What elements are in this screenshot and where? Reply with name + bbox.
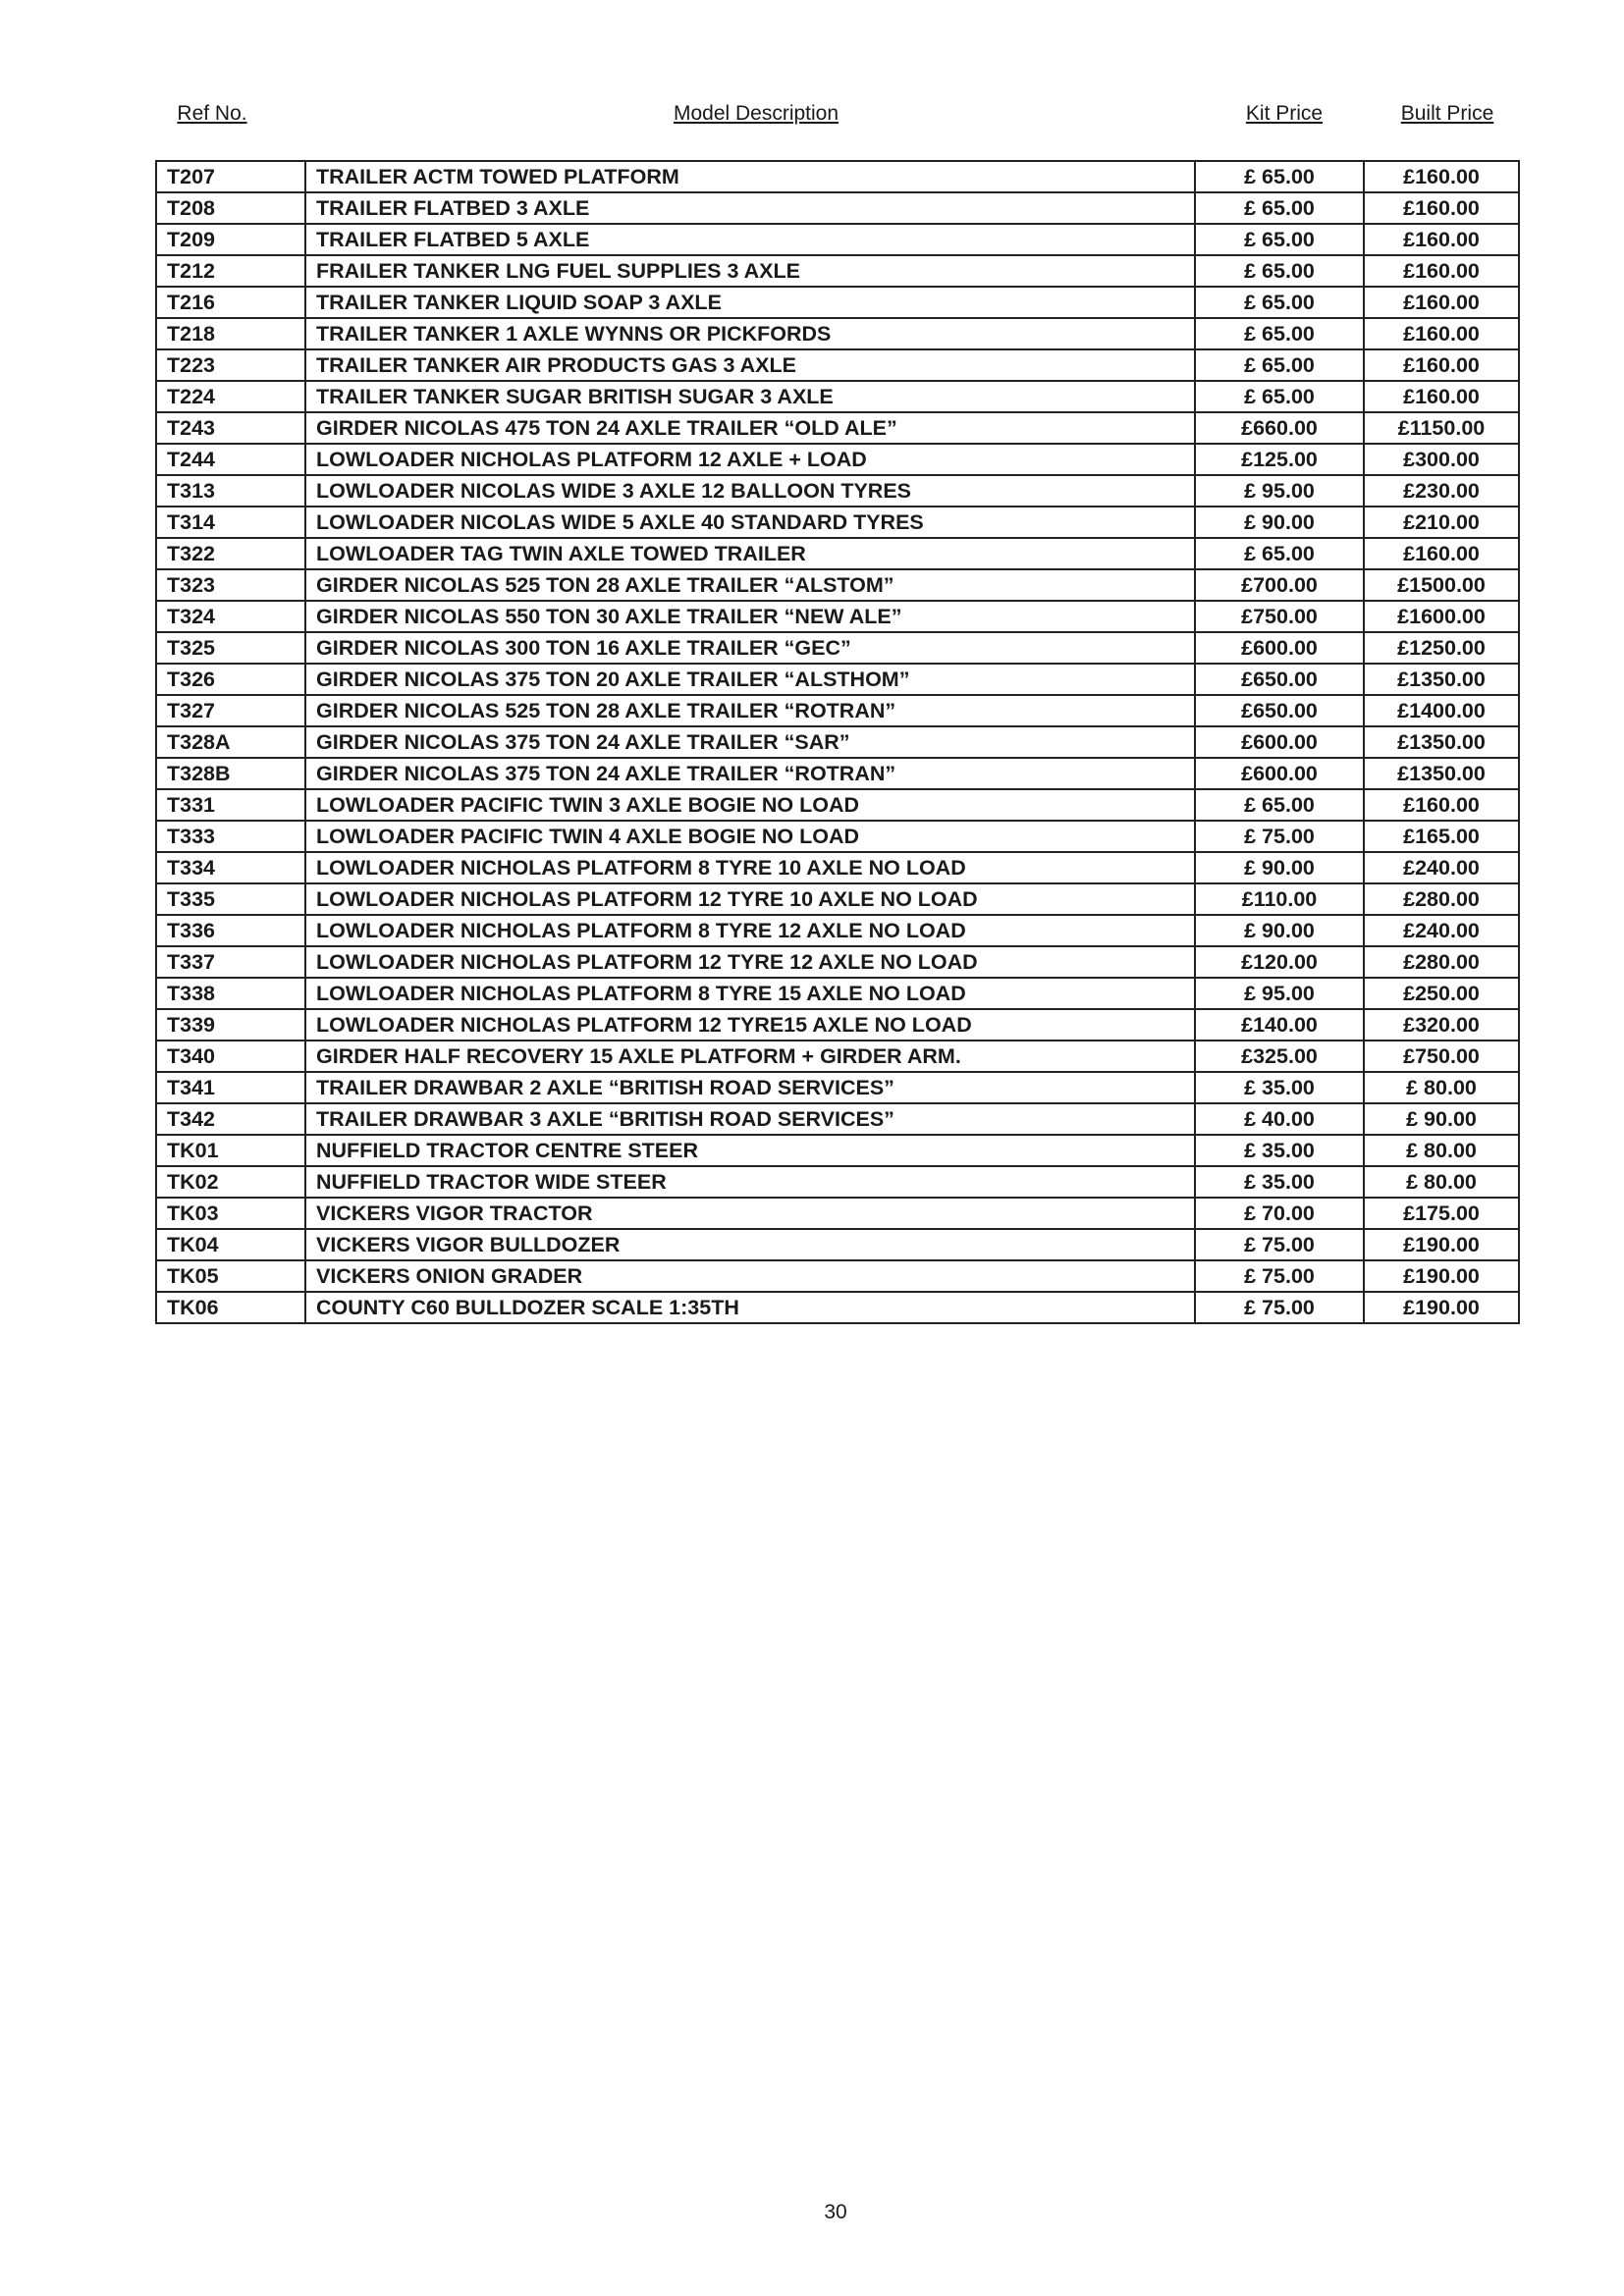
- description-cell: GIRDER NICOLAS 525 TON 28 AXLE TRAILER “ROTRAN”: [305, 695, 1195, 726]
- built-price-cell: £1350.00: [1364, 664, 1519, 695]
- ref-cell: T335: [156, 883, 305, 915]
- description-cell: LOWLOADER NICHOLAS PLATFORM 12 TYRE15 AXLE NO LOAD: [305, 1009, 1195, 1041]
- kit-price-cell: £110.00: [1195, 883, 1364, 915]
- description-cell: LOWLOADER NICOLAS WIDE 3 AXLE 12 BALLOON TYRES: [305, 475, 1195, 507]
- built-price-cell: £ 90.00: [1364, 1103, 1519, 1135]
- description-cell: GIRDER NICOLAS 475 TON 24 AXLE TRAILER “OLD ALE”: [305, 412, 1195, 444]
- description-cell: GIRDER NICOLAS 375 TON 20 AXLE TRAILER “ALSTHOM”: [305, 664, 1195, 695]
- description-cell: LOWLOADER NICHOLAS PLATFORM 12 AXLE + LOAD: [305, 444, 1195, 475]
- description-cell: LOWLOADER PACIFIC TWIN 4 AXLE BOGIE NO LOAD: [305, 821, 1195, 852]
- built-price-cell: £1500.00: [1364, 569, 1519, 601]
- built-price-cell: £160.00: [1364, 192, 1519, 224]
- kit-price-cell: £ 75.00: [1195, 1260, 1364, 1292]
- built-price-cell: £1250.00: [1364, 632, 1519, 664]
- ref-cell: T224: [156, 381, 305, 412]
- built-price-cell: £300.00: [1364, 444, 1519, 475]
- ref-cell: T223: [156, 349, 305, 381]
- ref-cell: T336: [156, 915, 305, 946]
- description-cell: LOWLOADER NICHOLAS PLATFORM 12 TYRE 12 AXLE NO LOAD: [305, 946, 1195, 978]
- table-row: [156, 192, 1519, 224]
- table-row: [156, 1009, 1519, 1041]
- description-cell: TRAILER FLATBED 5 AXLE: [305, 224, 1195, 255]
- built-price-cell: £210.00: [1364, 507, 1519, 538]
- ref-cell: T333: [156, 821, 305, 852]
- table-row: [156, 381, 1519, 412]
- ref-cell: T244: [156, 444, 305, 475]
- table-row: [156, 349, 1519, 381]
- built-price-cell: £ 80.00: [1364, 1166, 1519, 1198]
- description-cell: NUFFIELD TRACTOR CENTRE STEER: [305, 1135, 1195, 1166]
- table-row: [156, 1198, 1519, 1229]
- built-price-cell: £190.00: [1364, 1260, 1519, 1292]
- description-cell: TRAILER DRAWBAR 2 AXLE “BRITISH ROAD SERVICES”: [305, 1072, 1195, 1103]
- table-row: [156, 726, 1519, 758]
- table-row: [156, 475, 1519, 507]
- column-headers: [0, 102, 1624, 132]
- description-cell: VICKERS VIGOR BULLDOZER: [305, 1229, 1195, 1260]
- description-cell: TRAILER TANKER 1 AXLE WYNNS OR PICKFORDS: [305, 318, 1195, 349]
- ref-cell: T208: [156, 192, 305, 224]
- table-row: [156, 664, 1519, 695]
- built-price-cell: £240.00: [1364, 915, 1519, 946]
- built-price-cell: £ 80.00: [1364, 1135, 1519, 1166]
- description-cell: GIRDER NICOLAS 375 TON 24 AXLE TRAILER “ROTRAN”: [305, 758, 1195, 789]
- kit-price-cell: £ 75.00: [1195, 1292, 1364, 1323]
- built-price-cell: £160.00: [1364, 381, 1519, 412]
- kit-price-cell: £ 65.00: [1195, 538, 1364, 569]
- table-row: [156, 852, 1519, 883]
- table-row: [156, 161, 1519, 192]
- ref-cell: T334: [156, 852, 305, 883]
- built-price-cell: £160.00: [1364, 161, 1519, 192]
- kit-price-cell: £660.00: [1195, 412, 1364, 444]
- built-price-cell: £ 80.00: [1364, 1072, 1519, 1103]
- kit-price-cell: £ 65.00: [1195, 318, 1364, 349]
- ref-cell: T209: [156, 224, 305, 255]
- built-price-cell: £320.00: [1364, 1009, 1519, 1041]
- ref-cell: T337: [156, 946, 305, 978]
- table-row: [156, 507, 1519, 538]
- description-cell: COUNTY C60 BULLDOZER SCALE 1:35TH: [305, 1292, 1195, 1323]
- kit-price-cell: £600.00: [1195, 758, 1364, 789]
- table-row: [156, 1292, 1519, 1323]
- built-price-cell: £160.00: [1364, 349, 1519, 381]
- description-cell: LOWLOADER NICHOLAS PLATFORM 12 TYRE 10 AXLE NO LOAD: [305, 883, 1195, 915]
- kit-price-cell: £ 35.00: [1195, 1072, 1364, 1103]
- kit-price-cell: £ 90.00: [1195, 915, 1364, 946]
- kit-price-cell: £ 65.00: [1195, 192, 1364, 224]
- built-price-cell: £280.00: [1364, 883, 1519, 915]
- header-ref-no: Ref No.: [177, 102, 247, 125]
- kit-price-cell: £600.00: [1195, 632, 1364, 664]
- kit-price-cell: £700.00: [1195, 569, 1364, 601]
- built-price-cell: £1150.00: [1364, 412, 1519, 444]
- ref-cell: TK05: [156, 1260, 305, 1292]
- kit-price-cell: £ 65.00: [1195, 349, 1364, 381]
- ref-cell: T327: [156, 695, 305, 726]
- ref-cell: T313: [156, 475, 305, 507]
- kit-price-cell: £ 65.00: [1195, 381, 1364, 412]
- description-cell: TRAILER ACTM TOWED PLATFORM: [305, 161, 1195, 192]
- ref-cell: T331: [156, 789, 305, 821]
- kit-price-cell: £ 90.00: [1195, 507, 1364, 538]
- ref-cell: TK02: [156, 1166, 305, 1198]
- table-row: [156, 789, 1519, 821]
- kit-price-cell: £ 65.00: [1195, 255, 1364, 287]
- ref-cell: T342: [156, 1103, 305, 1135]
- description-cell: GIRDER NICOLAS 300 TON 16 AXLE TRAILER “GEC”: [305, 632, 1195, 664]
- table-row: [156, 1229, 1519, 1260]
- table-row: [156, 1041, 1519, 1072]
- description-cell: LOWLOADER TAG TWIN AXLE TOWED TRAILER: [305, 538, 1195, 569]
- kit-price-cell: £650.00: [1195, 695, 1364, 726]
- ref-cell: T216: [156, 287, 305, 318]
- table-row: [156, 978, 1519, 1009]
- table-row: [156, 946, 1519, 978]
- kit-price-cell: £ 65.00: [1195, 224, 1364, 255]
- ref-cell: T339: [156, 1009, 305, 1041]
- built-price-cell: £230.00: [1364, 475, 1519, 507]
- kit-price-cell: £ 65.00: [1195, 161, 1364, 192]
- ref-cell: T328A: [156, 726, 305, 758]
- kit-price-cell: £ 90.00: [1195, 852, 1364, 883]
- header-kit-price: Kit Price: [1245, 102, 1324, 125]
- table-row: [156, 1135, 1519, 1166]
- kit-price-cell: £140.00: [1195, 1009, 1364, 1041]
- header-model-description: Model Description: [673, 102, 839, 125]
- table-row: [156, 632, 1519, 664]
- built-price-cell: £1400.00: [1364, 695, 1519, 726]
- kit-price-cell: £ 35.00: [1195, 1166, 1364, 1198]
- kit-price-cell: £750.00: [1195, 601, 1364, 632]
- built-price-cell: £250.00: [1364, 978, 1519, 1009]
- kit-price-cell: £ 75.00: [1195, 1229, 1364, 1260]
- description-cell: NUFFIELD TRACTOR WIDE STEER: [305, 1166, 1195, 1198]
- built-price-cell: £1350.00: [1364, 758, 1519, 789]
- built-price-cell: £160.00: [1364, 287, 1519, 318]
- description-cell: LOWLOADER NICOLAS WIDE 5 AXLE 40 STANDARD TYRES: [305, 507, 1195, 538]
- description-cell: LOWLOADER NICHOLAS PLATFORM 8 TYRE 10 AXLE NO LOAD: [305, 852, 1195, 883]
- built-price-cell: £165.00: [1364, 821, 1519, 852]
- built-price-cell: £1350.00: [1364, 726, 1519, 758]
- ref-cell: T218: [156, 318, 305, 349]
- description-cell: TRAILER DRAWBAR 3 AXLE “BRITISH ROAD SERVICES”: [305, 1103, 1195, 1135]
- table-row: [156, 883, 1519, 915]
- kit-price-cell: £ 75.00: [1195, 821, 1364, 852]
- ref-cell: T341: [156, 1072, 305, 1103]
- ref-cell: TK03: [156, 1198, 305, 1229]
- table-row: [156, 1260, 1519, 1292]
- ref-cell: T314: [156, 507, 305, 538]
- ref-cell: TK06: [156, 1292, 305, 1323]
- description-cell: VICKERS ONION GRADER: [305, 1260, 1195, 1292]
- table-row: [156, 695, 1519, 726]
- kit-price-cell: £125.00: [1195, 444, 1364, 475]
- table-row: [156, 569, 1519, 601]
- ref-cell: T212: [156, 255, 305, 287]
- built-price-cell: £1600.00: [1364, 601, 1519, 632]
- kit-price-cell: £650.00: [1195, 664, 1364, 695]
- description-cell: VICKERS VIGOR TRACTOR: [305, 1198, 1195, 1229]
- kit-price-cell: £ 40.00: [1195, 1103, 1364, 1135]
- description-cell: GIRDER HALF RECOVERY 15 AXLE PLATFORM + GIRDER ARM.: [305, 1041, 1195, 1072]
- description-cell: TRAILER FLATBED 3 AXLE: [305, 192, 1195, 224]
- page-number: 30: [824, 2201, 847, 2223]
- kit-price-cell: £ 35.00: [1195, 1135, 1364, 1166]
- ref-cell: TK01: [156, 1135, 305, 1166]
- kit-price-cell: £ 65.00: [1195, 287, 1364, 318]
- ref-cell: T326: [156, 664, 305, 695]
- kit-price-cell: £ 95.00: [1195, 475, 1364, 507]
- ref-cell: T207: [156, 161, 305, 192]
- description-cell: GIRDER NICOLAS 375 TON 24 AXLE TRAILER “SAR”: [305, 726, 1195, 758]
- ref-cell: TK04: [156, 1229, 305, 1260]
- table-row: [156, 758, 1519, 789]
- kit-price-cell: £ 70.00: [1195, 1198, 1364, 1229]
- description-cell: FRAILER TANKER LNG FUEL SUPPLIES 3 AXLE: [305, 255, 1195, 287]
- table-row: [156, 1103, 1519, 1135]
- price-table: [155, 160, 1520, 1324]
- ref-cell: T328B: [156, 758, 305, 789]
- table-row: [156, 287, 1519, 318]
- table-row: [156, 915, 1519, 946]
- price-table-body: [156, 161, 1519, 1323]
- built-price-cell: £240.00: [1364, 852, 1519, 883]
- header-built-price: Built Price: [1400, 102, 1494, 125]
- kit-price-cell: £600.00: [1195, 726, 1364, 758]
- built-price-cell: £160.00: [1364, 255, 1519, 287]
- description-cell: TRAILER TANKER LIQUID SOAP 3 AXLE: [305, 287, 1195, 318]
- table-row: [156, 1072, 1519, 1103]
- ref-cell: T340: [156, 1041, 305, 1072]
- description-cell: TRAILER TANKER SUGAR BRITISH SUGAR 3 AXLE: [305, 381, 1195, 412]
- built-price-cell: £175.00: [1364, 1198, 1519, 1229]
- ref-cell: T338: [156, 978, 305, 1009]
- ref-cell: T325: [156, 632, 305, 664]
- description-cell: GIRDER NICOLAS 550 TON 30 AXLE TRAILER “NEW ALE”: [305, 601, 1195, 632]
- kit-price-cell: £325.00: [1195, 1041, 1364, 1072]
- built-price-cell: £160.00: [1364, 538, 1519, 569]
- description-cell: LOWLOADER PACIFIC TWIN 3 AXLE BOGIE NO LOAD: [305, 789, 1195, 821]
- description-cell: GIRDER NICOLAS 525 TON 28 AXLE TRAILER “ALSTOM”: [305, 569, 1195, 601]
- table-row: [156, 255, 1519, 287]
- built-price-cell: £280.00: [1364, 946, 1519, 978]
- ref-cell: T323: [156, 569, 305, 601]
- ref-cell: T243: [156, 412, 305, 444]
- table-row: [156, 224, 1519, 255]
- ref-cell: T322: [156, 538, 305, 569]
- kit-price-cell: £120.00: [1195, 946, 1364, 978]
- built-price-cell: £160.00: [1364, 789, 1519, 821]
- built-price-cell: £190.00: [1364, 1229, 1519, 1260]
- built-price-cell: £190.00: [1364, 1292, 1519, 1323]
- table-row: [156, 444, 1519, 475]
- description-cell: LOWLOADER NICHOLAS PLATFORM 8 TYRE 15 AXLE NO LOAD: [305, 978, 1195, 1009]
- built-price-cell: £160.00: [1364, 224, 1519, 255]
- table-row: [156, 412, 1519, 444]
- ref-cell: T324: [156, 601, 305, 632]
- description-cell: LOWLOADER NICHOLAS PLATFORM 8 TYRE 12 AXLE NO LOAD: [305, 915, 1195, 946]
- kit-price-cell: £ 65.00: [1195, 789, 1364, 821]
- table-row: [156, 821, 1519, 852]
- table-row: [156, 318, 1519, 349]
- table-row: [156, 601, 1519, 632]
- table-row: [156, 1166, 1519, 1198]
- kit-price-cell: £ 95.00: [1195, 978, 1364, 1009]
- description-cell: TRAILER TANKER AIR PRODUCTS GAS 3 AXLE: [305, 349, 1195, 381]
- built-price-cell: £160.00: [1364, 318, 1519, 349]
- built-price-cell: £750.00: [1364, 1041, 1519, 1072]
- table-row: [156, 538, 1519, 569]
